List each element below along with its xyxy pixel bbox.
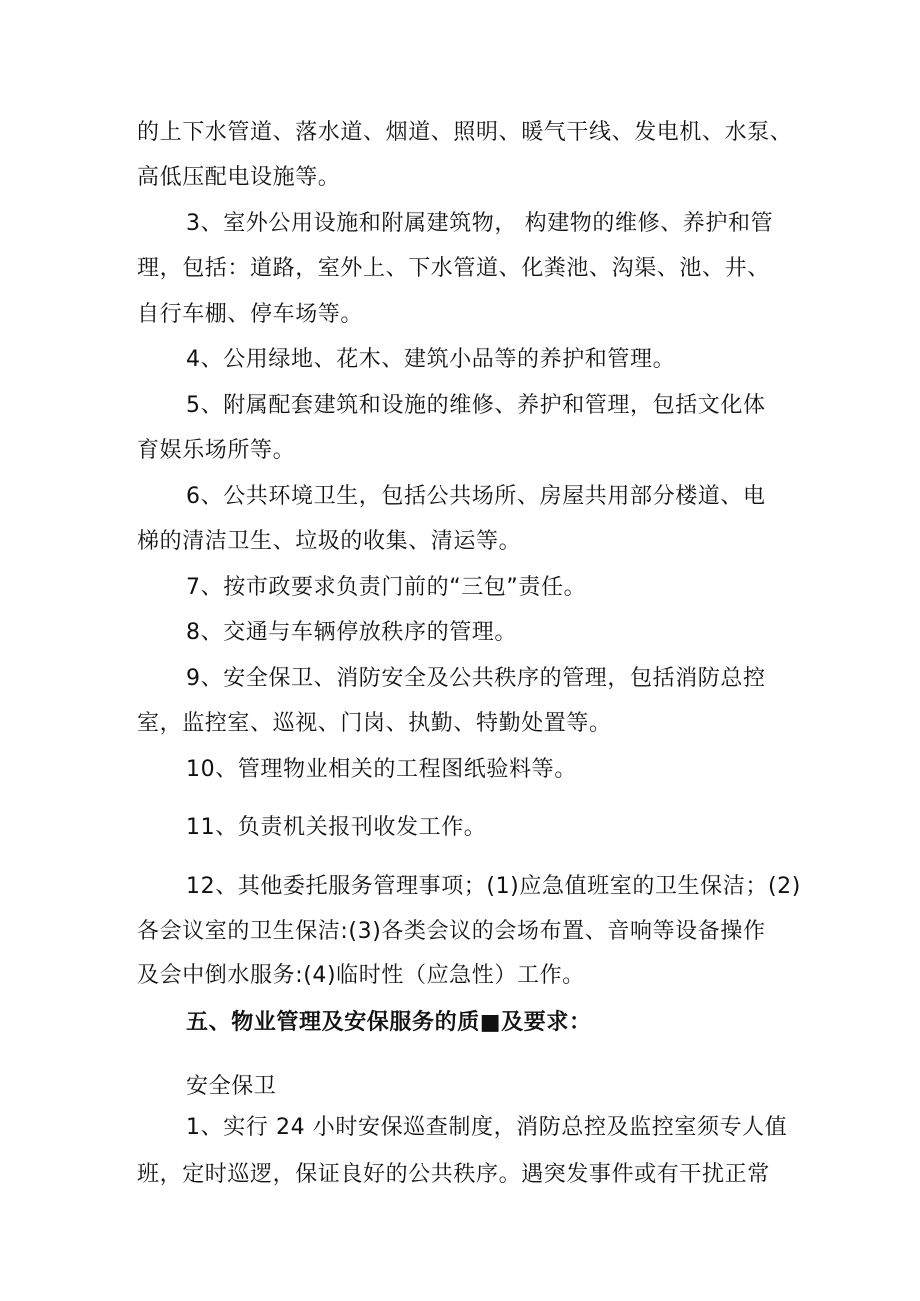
list-item-12-line: 12、其他委托服务管理事项；(1)应急值班室的卫生保洁；(2)	[186, 874, 801, 899]
paragraph-line: 的上下水管道、落水道、烟道、照明、暖气干线、发电机、水泵、	[137, 120, 793, 145]
list-item-3-line: 理，包括：道路，室外上、下水管道、化粪池、沟渠、池、井、	[137, 256, 770, 281]
list-item-3-line: 自行车棚、停车场等。	[137, 302, 364, 327]
list-item-5-line: 育娱乐场所等。	[137, 438, 296, 463]
list-item-4: 4、公用绿地、花木、建筑小品等的养护和管理。	[186, 347, 676, 372]
subsection-title: 安全保卫	[186, 1074, 277, 1099]
section-heading: 五、物业管理及安保服务的质■及要求：	[186, 1010, 592, 1035]
list-item-6-line: 梯的清洁卫生、垃圾的收集、清运等。	[137, 529, 522, 554]
list-item-9-line: 9、安全保卫、消防安全及公共秩序的管理，包括消防总控	[186, 666, 766, 691]
paragraph-line: 高低压配电设施等。	[137, 165, 341, 190]
list-item-11: 11、负责机关报刊收发工作。	[186, 815, 487, 840]
list-item-10: 10、管理物业相关的工程图纸验料等。	[186, 757, 577, 782]
security-item-1-line: 1、实行 24 小时安保巡查制度，消防总控及监控室须专人值	[186, 1115, 788, 1140]
list-item-12-line: 及会中倒水服务:(4)临时性（应急性）工作。	[137, 963, 585, 988]
list-item-7: 7、按市政要求负责门前的“三包”责任。	[186, 575, 587, 600]
list-item-5-line: 5、附属配套建筑和设施的维修、养护和管理，包括文化体	[186, 393, 766, 418]
list-item-12-line: 各会议室的卫生保洁:(3)各类会议的会场布置、音响等设备操作	[137, 919, 766, 944]
security-item-1-line: 班，定时巡逻，保证良好的公共秩序。遇突发事件或有干扰正常	[137, 1162, 770, 1187]
list-item-9-line: 室，监控室、巡视、门岗、执勤、特勤处置等。	[137, 711, 612, 736]
list-item-8: 8、交通与车辆停放秩序的管理。	[186, 620, 517, 645]
list-item-6-line: 6、公共环境卫生，包括公共场所、房屋共用部分楼道、电	[186, 484, 766, 509]
list-item-3-line: 3、室外公用设施和附属建筑物， 构建物的维修、养护和管	[186, 211, 774, 236]
